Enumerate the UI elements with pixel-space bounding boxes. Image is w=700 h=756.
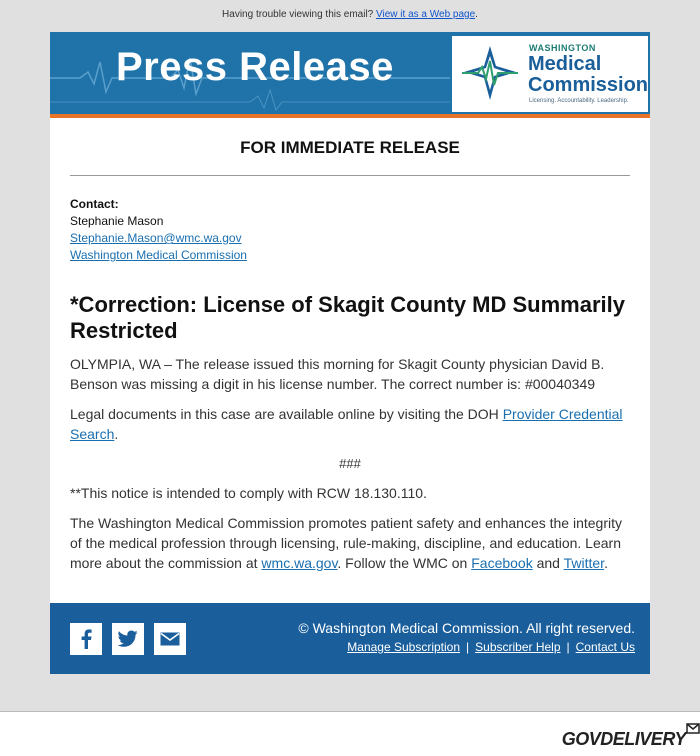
- footer-copyright: © Washington Medical Commission. All right reserved.: [298, 620, 635, 636]
- manage-subscription-link[interactable]: Manage Subscription: [347, 640, 461, 654]
- article-paragraph-2: Legal documents in this case are available online by visiting the DOH Provider Credential Search.: [70, 406, 623, 442]
- contact-label: Contact:: [70, 197, 119, 211]
- contact-name: Stephanie Mason: [70, 214, 164, 228]
- twitter-icon[interactable]: [112, 623, 144, 655]
- orange-divider: [50, 114, 650, 118]
- article-paragraph-4: The Washington Medical Commission promotes patient safety and enhances the integrity of the medical profession through licensing, rule-making, discipline, and education. Learn more about the commission at wmc.wa.gov. Follow the WMC on Facebook and Twitter.: [70, 515, 622, 571]
- wmc-logo: [452, 36, 648, 112]
- contact-email-link[interactable]: Stephanie.Mason@wmc.wa.gov: [70, 231, 242, 245]
- facebook-icon[interactable]: [70, 623, 102, 655]
- topbar-text: Having trouble viewing this email?: [222, 9, 374, 20]
- section-break: ###: [339, 456, 361, 471]
- wmc-website-link[interactable]: wmc.wa.gov: [261, 555, 338, 571]
- article-headline: *Correction: License of Skagit County MD Summarily Restricted: [70, 292, 625, 343]
- article-paragraph-1: OLYMPIA, WA – The release issued this morning for Skagit County physician David B. Benson was missing a digit in his license number. The correct number is: #00040349: [70, 356, 605, 392]
- email-footer: [50, 603, 650, 674]
- envelope-icon: [686, 723, 700, 735]
- logo-washington: WASHINGTON: [529, 43, 596, 53]
- facebook-link[interactable]: Facebook: [471, 555, 533, 571]
- release-heading: FOR IMMEDIATE RELEASE: [240, 138, 460, 157]
- govdelivery-logo[interactable]: GOVDELIVERY: [562, 729, 686, 750]
- twitter-link[interactable]: Twitter: [563, 555, 605, 571]
- subscriber-help-link[interactable]: Subscriber Help: [475, 640, 561, 654]
- wmc-star-icon: [460, 42, 520, 104]
- heading-divider: [70, 175, 630, 176]
- contact-org-link[interactable]: Washington Medical Commission: [70, 248, 247, 262]
- view-web-page-link[interactable]: View it as a Web page: [376, 9, 476, 20]
- contact-us-link[interactable]: Contact Us: [575, 640, 635, 654]
- email-card: [50, 32, 650, 674]
- banner-title: Press Release: [116, 45, 394, 89]
- logo-medical-commission: Medical Commission: [528, 53, 649, 96]
- footer-links: Manage Subscription | Subscriber Help | Contact Us: [347, 640, 635, 654]
- email-topbar: Having trouble viewing this email? View it as a Web page.: [222, 9, 478, 20]
- contact-block: [70, 196, 247, 264]
- article-paragraph-3: **This notice is intended to comply with RCW 18.130.110.: [70, 485, 427, 501]
- logo-tagline: Licensing. Accountability. Leadership.: [529, 98, 629, 104]
- email-icon[interactable]: [154, 623, 186, 655]
- press-release-banner: [50, 32, 650, 114]
- provider-credential-search-link[interactable]: Provider Credential Search: [70, 406, 623, 442]
